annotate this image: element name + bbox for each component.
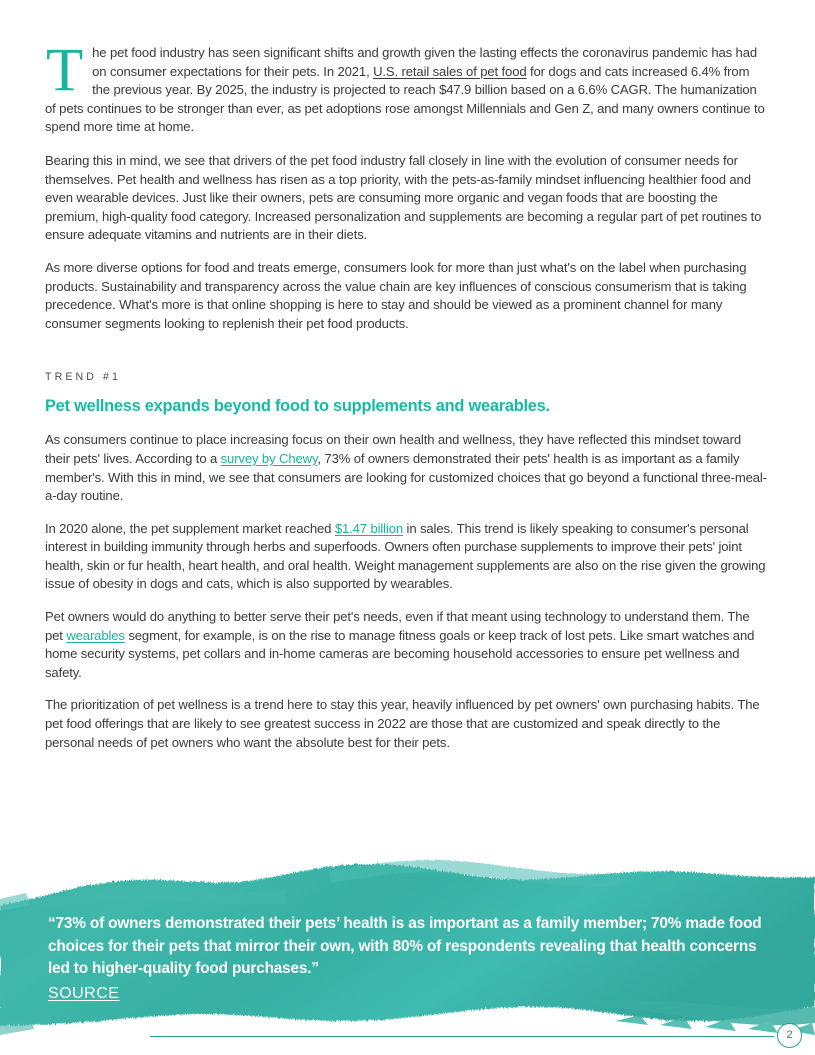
text-segment-cont: segment, for example, is on the rise to manage fitness goals or keep track of lost pets. Like smart watches and home security systems, pet collars and in-home cameras are becoming household accessories to ensure pet wellness and safety. bbox=[45, 627, 755, 680]
quote-content bbox=[48, 913, 768, 1003]
text-segment-cont: , 73% of owners demonstrated their pets' health is as important as a family member's. With this in mind, we see that consumers are looking for customized choices that go beyond a functional three-meal-a-day routine. bbox=[45, 450, 767, 504]
text-segment-cont: in sales. This trend is likely speaking to consumer's personal interest in building immunity through herbs and superfoods. Owners often purchase supplements to improve their pets' joint health, skin or fur health, heart health, and oral health. Weight management supplements are also on the rise given the growing issue of obesity in dogs and cats, which is also supported by wearables. bbox=[45, 520, 766, 592]
trend-paragraph-technology bbox=[45, 608, 767, 682]
page-number-group bbox=[150, 1022, 810, 1052]
paragraph-text-cont: for dogs and cats increased 6.4% from the previous year. By 2025, the industry is projected to reach $47.9 billion based on a 6.6% CAGR. The humanization of pets continues to be stronger than ever, as pet adoptions rose amongst Millennials and Gen Z, and many owners continue to spend more time at home. bbox=[45, 63, 765, 135]
link-1-47-billion[interactable]: $1.47 billion bbox=[334, 520, 404, 536]
link-survey-by-chewy[interactable]: survey by Chewy bbox=[220, 450, 318, 466]
page-number-rule bbox=[150, 1036, 774, 1037]
paragraph-text: he pet food industry has seen significant shifts and growth given the lasting effects the coronavirus pandemic has had on consumer expectations for their pets. In 2021, bbox=[92, 45, 758, 79]
paragraph-options: As more diverse options for food and treats emerge, consumers look for more than just what's on the label when purchasing products. Sustainability and transparency across the value chain are key influences of conscious consumerism that is taking precedence. What's more is that online shopping is here to stay and should be viewed as a prominent channel for many consumer segments looking to replenish their pet food products. bbox=[45, 259, 747, 331]
article-body bbox=[45, 37, 767, 766]
trend-section bbox=[45, 371, 767, 752]
trend-paragraph-supplements bbox=[45, 520, 767, 594]
text-segment: In 2020 alone, the pet supplement market reached bbox=[45, 520, 335, 536]
quote-text: “73% of owners demonstrated their pets’ health is as important as a family member; 70% made food choices for their pets that mirror their own, with 80% of respondents revealing that health concerns led to higher-quality food purchases.” bbox=[48, 915, 762, 978]
drop-cap: T bbox=[46, 37, 84, 104]
trend-label: TREND #1 bbox=[45, 371, 122, 384]
link-us-retail-sales[interactable]: U.S. retail sales of pet food bbox=[373, 63, 527, 79]
trend-paragraph-prioritization: The prioritization of pet wellness is a trend here to stay this year, heavily influenced by pet owners' own purchasing habits. The pet food offerings that are likely to see greatest success in 2022 are those that are customized and speak directly to the personal needs of pet owners who want the absolute best for their pets. bbox=[45, 697, 760, 750]
text-segment: Pet owners would do anything to better serve their pet's needs, even if that meant using technology to understand them. The pet bbox=[45, 609, 750, 643]
page-number-badge: 2 bbox=[777, 1023, 802, 1048]
trend-title: Pet wellness expands beyond food to supplements and wearables. bbox=[45, 397, 550, 416]
link-wearables[interactable]: wearables bbox=[66, 627, 125, 643]
text-segment: As consumers continue to place increasing focus on their own health and wellness, they have reflected this mindset toward their pets' lives. According to a bbox=[45, 432, 741, 466]
source-link[interactable]: SOURCE bbox=[48, 984, 120, 1002]
trend-paragraph-consumers bbox=[45, 431, 767, 505]
paragraph-drivers: Bearing this in mind, we see that drivers of the pet food industry fall closely in line with the evolution of consumer needs for themselves. Pet health and wellness has risen as a top priority, with the pets-as-family mindset influencing healthier food and even wearable devices. Just like their owners, pets are consuming more organic and vegan foods that are boosting the premium, high-quality food category. Increased personalization and supplements are becoming a regular part of pet routines to ensure adequate vitamins and nutrients are in their diets. bbox=[45, 152, 762, 243]
intro-paragraph bbox=[45, 37, 767, 137]
